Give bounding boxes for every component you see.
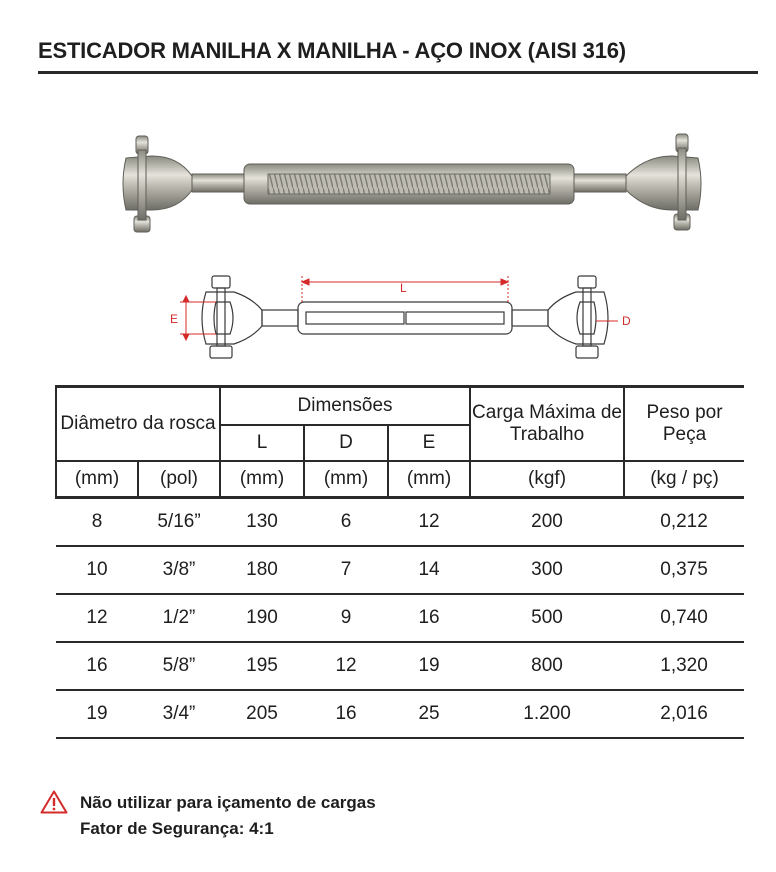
- turnbuckle-photo: [118, 128, 706, 240]
- warning-triangle-icon: [40, 790, 68, 814]
- cell: 3/4”: [138, 690, 220, 738]
- table-row: [56, 594, 744, 642]
- unit-e: (mm): [388, 461, 470, 498]
- cell: 12: [56, 594, 138, 642]
- cell: 5/8”: [138, 642, 220, 690]
- unit-d: (mm): [304, 461, 388, 498]
- cell: 0,740: [624, 594, 744, 642]
- unit-kgf: (kgf): [470, 461, 624, 498]
- header-dimensoes: Dimensões: [220, 387, 470, 426]
- turnbuckle-diagram: [170, 268, 640, 368]
- cell: 12: [304, 642, 388, 690]
- cell: 5/16”: [138, 498, 220, 547]
- page-title: ESTICADOR MANILHA X MANILHA - AÇO INOX (AISI 316): [38, 38, 758, 74]
- label-d: D: [622, 314, 631, 328]
- cell: 16: [304, 690, 388, 738]
- warning-line-2: Fator de Segurança: 4:1: [80, 819, 274, 838]
- cell: 1/2”: [138, 594, 220, 642]
- cell: 12: [388, 498, 470, 547]
- header-peso: Peso por Peça: [624, 387, 744, 462]
- cell: 3/8”: [138, 546, 220, 594]
- cell: 800: [470, 642, 624, 690]
- unit-l: (mm): [220, 461, 304, 498]
- unit-kg-pc: (kg / pç): [624, 461, 744, 498]
- cell: 25: [388, 690, 470, 738]
- table-row: [56, 546, 744, 594]
- header-l: L: [220, 425, 304, 461]
- cell: 16: [56, 642, 138, 690]
- cell: 7: [304, 546, 388, 594]
- label-l: L: [400, 281, 407, 295]
- cell: 10: [56, 546, 138, 594]
- cell: 16: [388, 594, 470, 642]
- header-diametro: Diâmetro da rosca: [56, 387, 220, 462]
- warning-line-1: Não utilizar para içamento de cargas: [80, 793, 376, 812]
- label-e: E: [170, 312, 179, 326]
- cell: 8: [56, 498, 138, 547]
- spec-table: [55, 385, 744, 739]
- unit-pol: (pol): [138, 461, 220, 498]
- table-row: [56, 690, 744, 738]
- header-d: D: [304, 425, 388, 461]
- cell: 19: [56, 690, 138, 738]
- cell: 1.200: [470, 690, 624, 738]
- cell: 9: [304, 594, 388, 642]
- cell: 6: [304, 498, 388, 547]
- cell: 14: [388, 546, 470, 594]
- cell: 130: [220, 498, 304, 547]
- cell: 19: [388, 642, 470, 690]
- cell: 180: [220, 546, 304, 594]
- cell: 190: [220, 594, 304, 642]
- cell: 1,320: [624, 642, 744, 690]
- cell: 205: [220, 690, 304, 738]
- cell: 200: [470, 498, 624, 547]
- cell: 0,212: [624, 498, 744, 547]
- cell: 195: [220, 642, 304, 690]
- table-row: [56, 498, 744, 547]
- cell: 500: [470, 594, 624, 642]
- cell: 0,375: [624, 546, 744, 594]
- table-row: [56, 642, 744, 690]
- header-carga: Carga Máxima de Trabalho: [470, 387, 624, 462]
- cell: 2,016: [624, 690, 744, 738]
- warning-note: [40, 790, 376, 842]
- unit-mm: (mm): [56, 461, 138, 498]
- cell: 300: [470, 546, 624, 594]
- header-e: E: [388, 425, 470, 461]
